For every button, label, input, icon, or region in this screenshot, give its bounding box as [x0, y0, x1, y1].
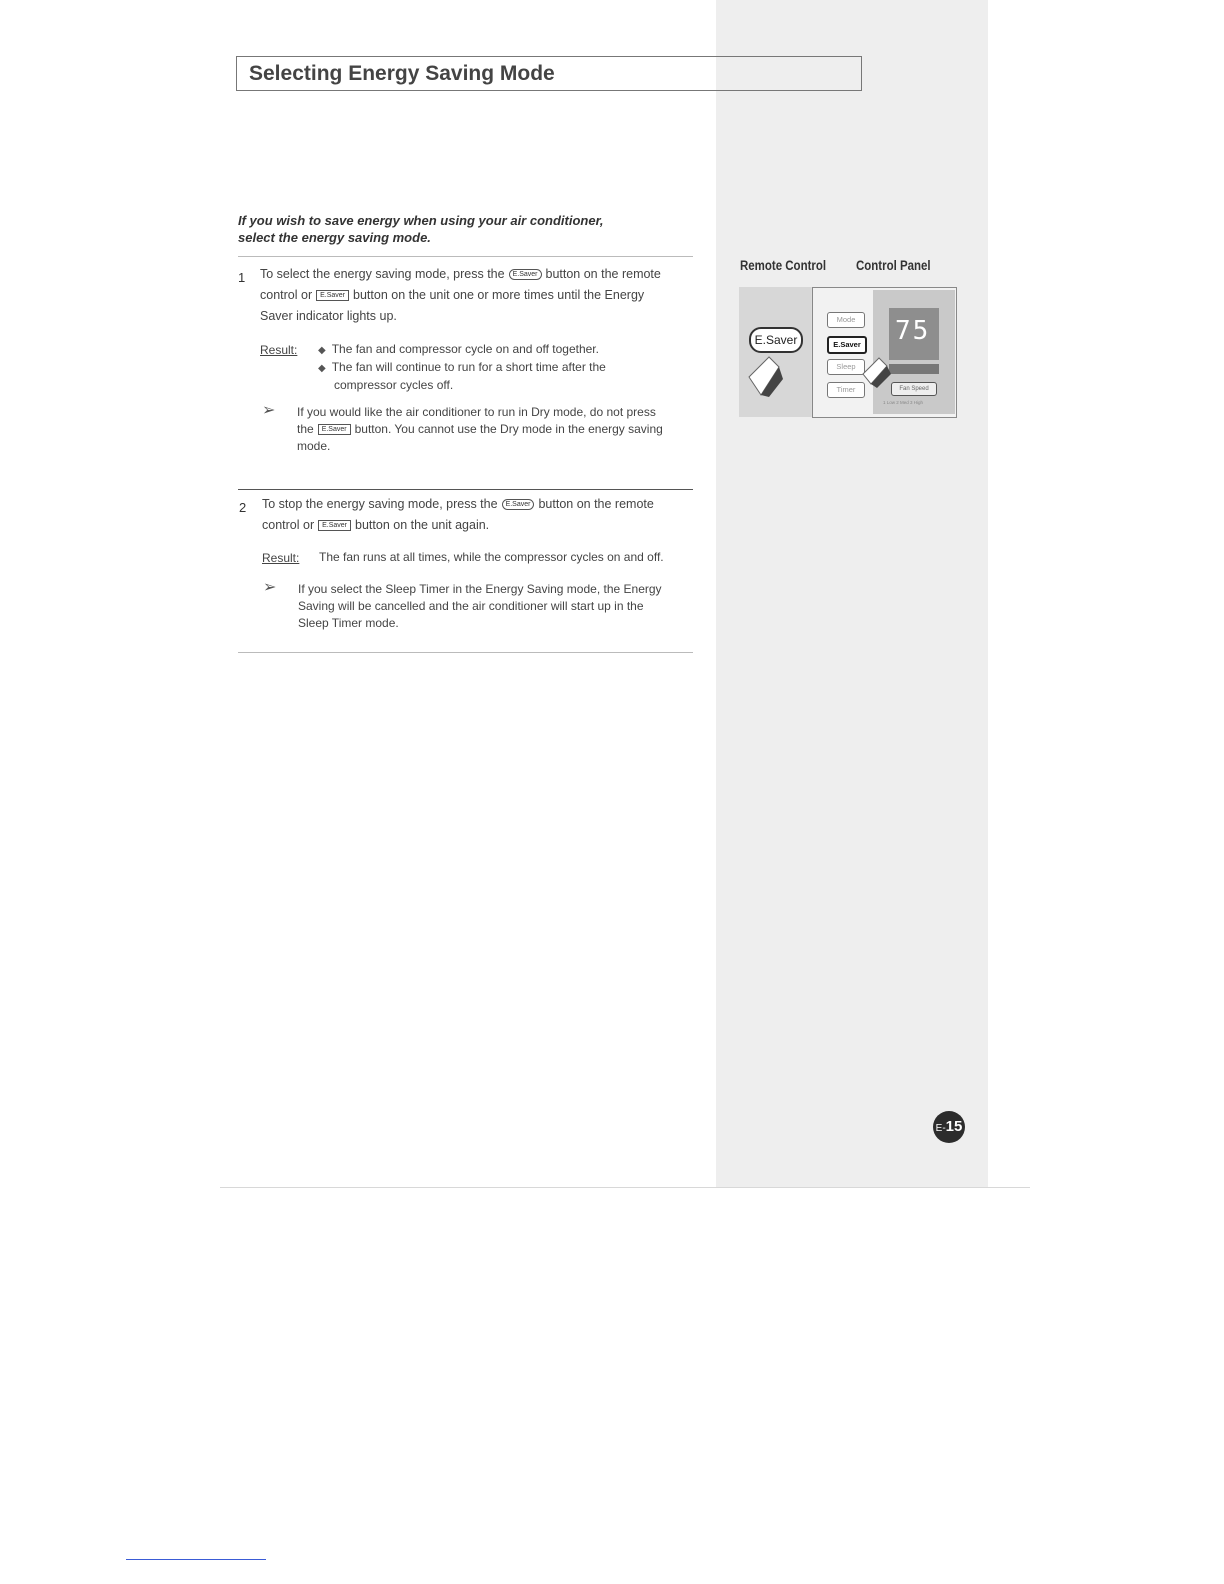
page-number: 15 [945, 1118, 963, 1135]
intro-line-1: If you wish to save energy when using your air conditioner, [238, 213, 604, 228]
step-2-note-b: Saving will be cancelled and the air conditioner will start up in the [298, 599, 644, 613]
cp-sleep-button: Sleep [827, 359, 865, 375]
step-2-text-b: button on the remote [538, 497, 654, 511]
page-bottom-rule [220, 1187, 1030, 1188]
cp-mode-button: Mode [827, 312, 865, 328]
esaver-remote-icon: E.Saver [509, 269, 542, 280]
step-2-note [298, 581, 698, 632]
step-1-bullet-2b: compressor cycles off. [334, 378, 454, 392]
esaver-unit-icon: E.Saver [318, 520, 351, 531]
page-prefix: E- [935, 1123, 946, 1134]
cp-fan-speed-button: Fan Speed [891, 382, 937, 396]
bullet-diamond-icon: ◆ [318, 345, 326, 356]
step-1-bullet-1: The fan and compressor cycle on and off together. [331, 342, 599, 356]
step-1-result-bullets [318, 341, 678, 394]
page-title: Selecting Energy Saving Mode [249, 62, 555, 85]
step-2-note-a: If you select the Sleep Timer in the Energy Saving mode, the Energy [298, 582, 662, 596]
step-2-result-label: Result: [262, 551, 300, 565]
remote-illustration [739, 287, 811, 417]
esaver-remote-icon: E.Saver [502, 499, 535, 510]
bullet-diamond-icon: ◆ [318, 363, 326, 374]
intro-line-2: select the energy saving mode. [238, 230, 431, 245]
title-box [236, 56, 862, 91]
remote-control-label: Remote Control [740, 258, 827, 273]
step-1-note-b: the [297, 422, 314, 436]
remote-esaver-button: E.Saver [749, 327, 803, 353]
sidebar-panel [716, 0, 988, 1188]
note-arrow-icon: ➢ [263, 579, 277, 596]
step-1-text-c: control or [260, 288, 313, 302]
step-1-bullet-2a: The fan will continue to run for a short time after the [331, 360, 606, 374]
step-2-text-a: To stop the energy saving mode, press the [262, 497, 498, 511]
esaver-unit-icon: E.Saver [316, 290, 349, 301]
cp-esaver-button: E.Saver [827, 336, 867, 354]
cp-timer-button: Timer [827, 382, 865, 398]
note-arrow-icon: ➢ [262, 402, 276, 419]
page-number-badge [933, 1111, 965, 1143]
step-2-result-text: The fan runs at all times, while the compressor cycles on and off. [319, 550, 664, 564]
step-1-text-b: button on the remote [545, 267, 661, 281]
step-2-text [262, 494, 702, 536]
step-1-note-c: button. You cannot use the Dry mode in the energy saving [354, 422, 663, 436]
hand-pointer-icon [813, 288, 956, 417]
step-1-text-a: To select the energy saving mode, press the [260, 267, 505, 281]
display-digits: 75 [895, 316, 931, 346]
divider [238, 256, 693, 257]
control-panel-label: Control Panel [856, 258, 931, 273]
step-2-text-c: control or [262, 518, 315, 532]
step-2-text-d: button on the unit again. [355, 518, 490, 532]
divider [238, 489, 693, 490]
control-panel-illustration [812, 287, 957, 418]
illustration [739, 287, 956, 417]
step-1-note-d: mode. [297, 439, 331, 453]
intro-text [238, 212, 604, 246]
step-1-text-d: button on the unit one or more times until the Energy [353, 288, 645, 302]
step-2-number: 2 [239, 500, 247, 515]
step-1-text-e: Saver indicator lights up. [260, 309, 397, 323]
step-1-note-a: If you would like the air conditioner to run in Dry mode, do not press [297, 405, 656, 419]
step-1-result-label: Result: [260, 343, 298, 357]
divider [238, 652, 693, 653]
esaver-unit-icon: E.Saver [318, 424, 351, 435]
hand-pointer-icon [739, 287, 811, 417]
step-1-number: 1 [238, 270, 246, 285]
step-1-note [297, 404, 697, 455]
link-underline [126, 1559, 266, 1560]
fan-speed-levels: 1 Low 2 Med 3 High [883, 400, 924, 405]
step-2-note-c: Sleep Timer mode. [298, 616, 399, 630]
step-1-text [260, 264, 700, 327]
